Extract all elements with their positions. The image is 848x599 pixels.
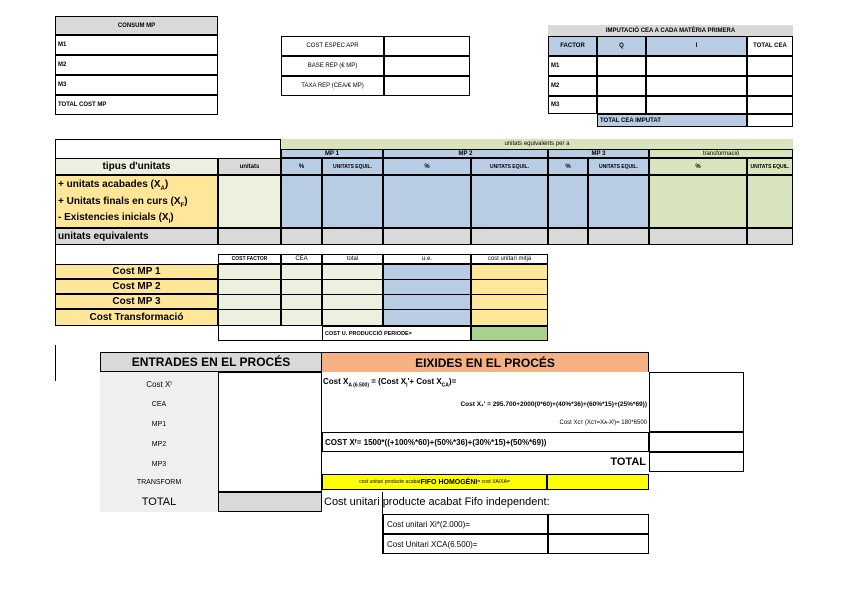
entrades-row-cea: CEA [151,400,167,408]
eixides-total-value[interactable] [649,452,744,472]
equiv-input[interactable] [322,175,383,228]
equiv-input[interactable] [588,175,649,228]
entrades-total-label: TOTAL [100,492,218,512]
equiv-input[interactable] [747,175,793,228]
equiv-input-unitats[interactable] [218,175,281,228]
equiv-total-cell[interactable] [471,228,548,245]
cost-left-rule [55,245,56,265]
equiv-input[interactable] [548,175,588,228]
equiv-total-cell[interactable] [548,228,588,245]
cost-unitari-xi-label: Cost unitari Xi*(2.000)= [383,514,548,534]
equiv-input[interactable] [281,175,322,228]
cost-header-cea: CEA [281,254,322,264]
imputacio-cell[interactable] [747,56,793,76]
cost-header-total: total [322,254,383,264]
fifo-homogeni-value[interactable] [547,474,649,490]
equiv-col-pct: % [548,158,588,175]
equiv-input[interactable] [471,175,548,228]
cost-row-mp2: Cost MP 2 [55,279,218,294]
cost-espec-label: COST ESPEC APR [281,36,384,56]
equiv-group-transformacio: transformació [649,149,793,158]
left-rule [55,345,56,381]
eixides-value-xf[interactable] [649,432,744,452]
consum-row-m2: M2 [55,55,218,75]
equiv-row-inicials: - Existencies inicials $(X_I)$ [58,212,174,225]
cost-input-ue[interactable] [383,264,471,326]
cost-row-mp3: Cost MP 3 [55,294,218,309]
imputacio-row-m3: M3 [548,96,597,114]
equiv-group-mp3: MP 3 [548,149,649,158]
equiv-blank-header [55,139,281,159]
eixides-value-main[interactable] [649,372,744,432]
cost-row-transformacio: Cost Transformació [55,309,218,326]
entrades-row-mp1: MP1 [151,420,167,428]
entrades-value-col[interactable] [218,372,322,492]
entrades-row-mp3: MP3 [151,460,167,468]
eixides-title: EIXIDES EN EL PROCÉS [322,352,649,372]
equiv-input[interactable] [383,175,471,228]
cost-unitari-xi-value[interactable] [548,514,649,534]
equiv-col-ue: UNITATS EQUIL. [588,158,649,175]
cost-input-cea[interactable] [281,264,322,326]
cost-input-total[interactable] [322,264,383,326]
base-rep-label: BASE REP (€ MP) [281,56,384,76]
equiv-col-pct: % [649,158,747,175]
imputacio-cell[interactable] [646,76,747,96]
consum-row-m1: M1 [55,35,218,55]
entrades-row-transform: TRANSFORM [136,478,182,486]
imputacio-total-value[interactable] [747,114,793,127]
equiv-group-mp2: MP 2 [383,149,548,158]
eixides-formula-main: Cost $X_{A (6.500)}$ = (Cost $X_I'+$ Cost $X_{CA})=$ [323,377,457,389]
imputacio-cell[interactable] [747,76,793,96]
eixides-formula-xf: COST Xᶠ= 1500*((+100%*60)+(50%*36)+(30%*15)+(50%*69)) [322,432,649,452]
eixides-formula-block [322,372,649,432]
imputacio-title: IMPUTACIÓ CEA A CADA MATÈRIA PRIMERA [548,25,793,36]
equiv-input[interactable] [649,175,747,228]
cost-row-divider [218,294,548,295]
cost-header-factor: COST FACTOR [218,254,281,264]
equiv-row-labels [55,175,218,228]
cost-unitari-xca-value[interactable] [548,534,649,554]
cost-espec-value[interactable] [384,36,470,56]
equiv-group-mp1: MP 1 [281,149,383,158]
imputacio-header-total: TOTAL CEA [747,36,793,56]
entrades-row-costxi: Cost X I [146,379,172,389]
equiv-col-tipus: tipus d'unitats [55,158,218,175]
imputacio-row-m1: M1 [548,56,597,76]
entrades-title: ENTRADES EN EL PROCÉS [100,352,322,372]
entrades-total-value[interactable] [218,492,322,512]
cost-row-mp1: Cost MP 1 [55,264,218,279]
equiv-total-cell[interactable] [218,228,281,245]
equiv-col-pct: % [383,158,471,175]
entrades-row-mp2: MP2 [151,440,167,448]
equiv-total-label: unitats equivalents [55,228,218,245]
eixides-formula-xct: Cost Xᴄᴛ (Xᴄᴛ=Xᴀ-Xᴵ)= 180*6500 [559,420,647,426]
equiv-total-cell[interactable] [322,228,383,245]
imputacio-cell[interactable] [597,96,646,114]
fifo-homogeni-label: cost unitari producte acabat FIFO HOMOGÈNI = cost XA/XA= [322,474,547,490]
cost-row-divider [218,279,548,280]
equiv-col-unitats: unitats [218,158,281,175]
eixides-total-label: TOTAL [610,456,646,468]
imputacio-cell[interactable] [646,96,747,114]
imputacio-header-i: I [646,36,747,56]
cost-unitari-xca-label: Cost Unitari XCA(6.500)= [383,534,548,554]
equiv-row-acabades: + unitats acabades $(X_A)$ [58,179,169,192]
imputacio-cell[interactable] [646,56,747,76]
consum-row-m3: M3 [55,75,218,95]
base-rep-value[interactable] [384,56,470,76]
equiv-col-pct: % [281,158,322,175]
cost-period-label: COST U. PRODUCCIÓ PERIODE= [322,326,471,341]
imputacio-row-m2: M2 [548,76,597,96]
taxa-rep-label: TAXA REP (CEA/€ MP) [281,76,384,96]
imputacio-cell[interactable] [747,96,793,114]
imputacio-header-factor: FACTOR [548,36,597,56]
cost-input-unitari[interactable] [471,264,548,326]
equiv-col-ue: UNITATS EQUIL. [747,158,793,175]
equiv-total-cell[interactable] [747,228,793,245]
equiv-total-cell[interactable] [281,228,322,245]
imputacio-total-label: TOTAL CEA IMPUTAT [597,114,747,127]
equiv-total-cell[interactable] [588,228,649,245]
equiv-total-cell[interactable] [649,228,747,245]
imputacio-cell[interactable] [597,76,646,96]
imputacio-header-q: Q [597,36,646,56]
cost-header-unitari: cost unitari mitjà [471,254,548,264]
imputacio-cell[interactable] [597,56,646,76]
consum-title: CONSUM MP [55,16,218,35]
cost-row-divider [218,309,548,310]
cost-input-factor[interactable] [218,264,281,326]
equiv-col-ue: UNITATS EQUIL. [322,158,383,175]
equiv-row-finals: + Unitats finals en curs $(X_F)$ [58,196,188,209]
cost-header-ue: u.e. [383,254,471,264]
fifo-independent-label: Cost unitari producte acabat Fifo independent: [324,496,550,508]
cost-period-value[interactable] [471,326,548,341]
taxa-rep-value[interactable] [384,76,470,96]
cost-period-blank [218,326,322,341]
equiv-col-ue: UNITATS EQUIL. [471,158,548,175]
equiv-total-cell[interactable] [383,228,471,245]
eixides-formula-xi: Cost X₁' = 295.700+2000(0*60)+(40%*36)+(60%*15)+(25%*69)) [460,401,647,408]
eixides-blank [322,492,383,554]
equiv-super-header: unitats equivalents per a [281,139,793,149]
consum-row-total: TOTAL COST MP [55,95,218,115]
